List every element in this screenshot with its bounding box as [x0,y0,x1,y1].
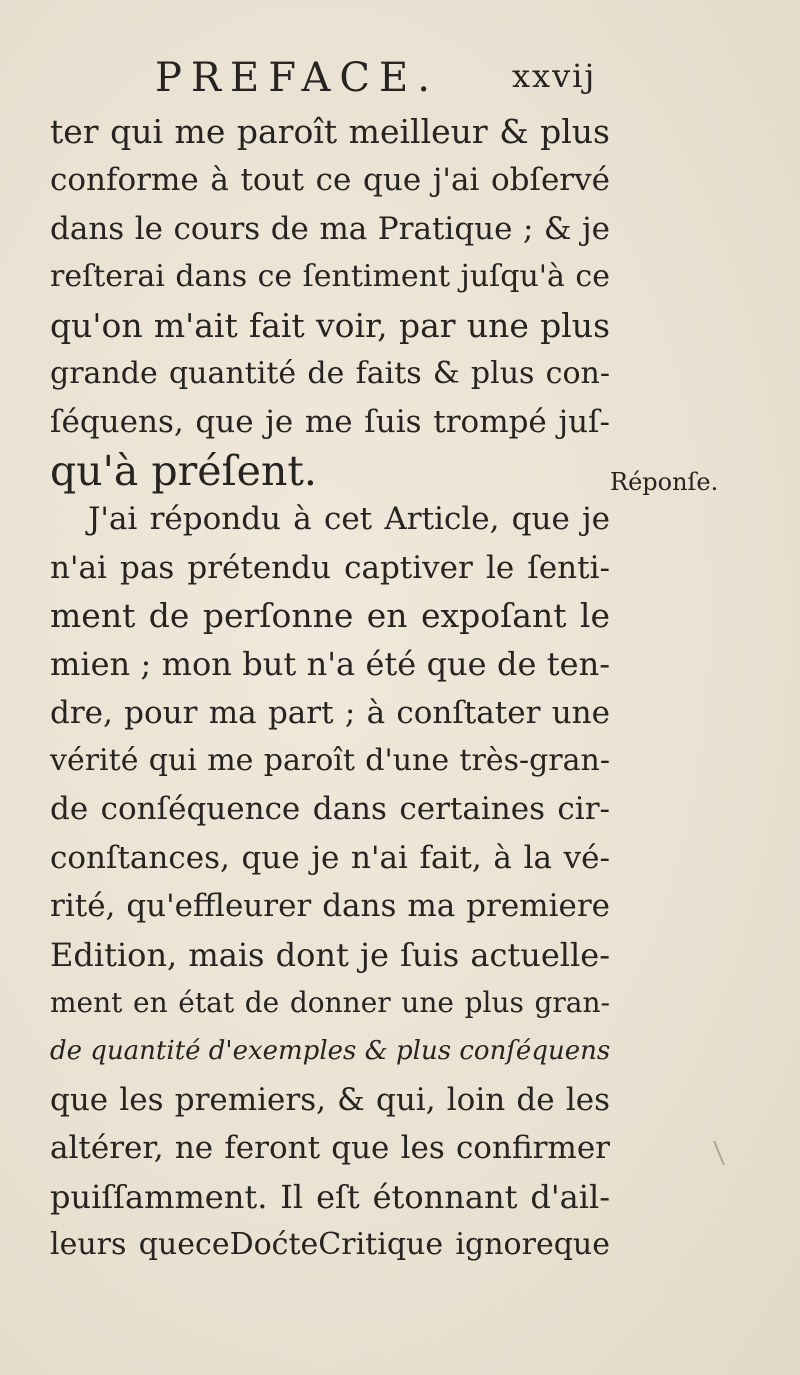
text-line: rité, qu'effleurer dans ma premiere [50,888,610,925]
text-line: Edition, mais dont je ſuis actuelle- [50,935,610,974]
text-line: dre, pour ma part ; à conſtater une [50,694,610,731]
text-line: conſtances, que je n'ai fait, à la vé- [50,839,610,876]
text-line: de conſéquence dans certaines cir- [50,791,610,828]
text-line: vérité qui me paroît d'une très-gran- [50,743,610,779]
text-line: qu'à préſent. [50,446,317,495]
text-line: leurs queceDoćteCritique ignoreque [50,1226,610,1262]
text-line: que les premiers, & qui, loin de les [50,1081,610,1118]
text-line: grande quantité de faits & plus con- [50,355,610,391]
text-line: conforme à tout ce que j'ai obſervé [50,162,610,199]
running-head: PREFACE. [155,55,439,101]
page-number: xxvij [512,57,597,95]
page-header [0,55,800,107]
italic-text-line: de quantité d'exemples & plus conſéquens [50,1036,611,1067]
margin-note: Réponſe. [610,468,719,496]
text-line: ment de perſonne en expoſant le [50,595,610,635]
text-line: reſterai dans ce ſentiment juſqu'à ce [50,259,610,295]
ink-mark [713,1141,725,1166]
text-line: qu'on m'ait fait voir, par une plus [50,305,610,345]
paragraph-start-line: J'ai répondu à cet Article, que je [88,501,610,538]
text-line: altérer, ne feront que les confirmer [50,1130,610,1167]
text-line: n'ai pas prétendu captiver le ſenti- [50,549,610,586]
text-line: ter qui me paroît meilleur & plus [50,112,610,151]
text-line: ſéquens, que je me ſuis trompé juſ- [50,404,610,441]
text-line: dans le cours de ma Pratique ; & je [50,210,610,247]
text-line: ment en état de donner une plus gran- [50,986,610,1020]
body-text [50,108,610,1269]
text-line: mien ; mon but n'a été que de ten- [50,645,610,684]
text-line: puiſſamment. Il eſt étonnant d'ail- [50,1177,610,1216]
